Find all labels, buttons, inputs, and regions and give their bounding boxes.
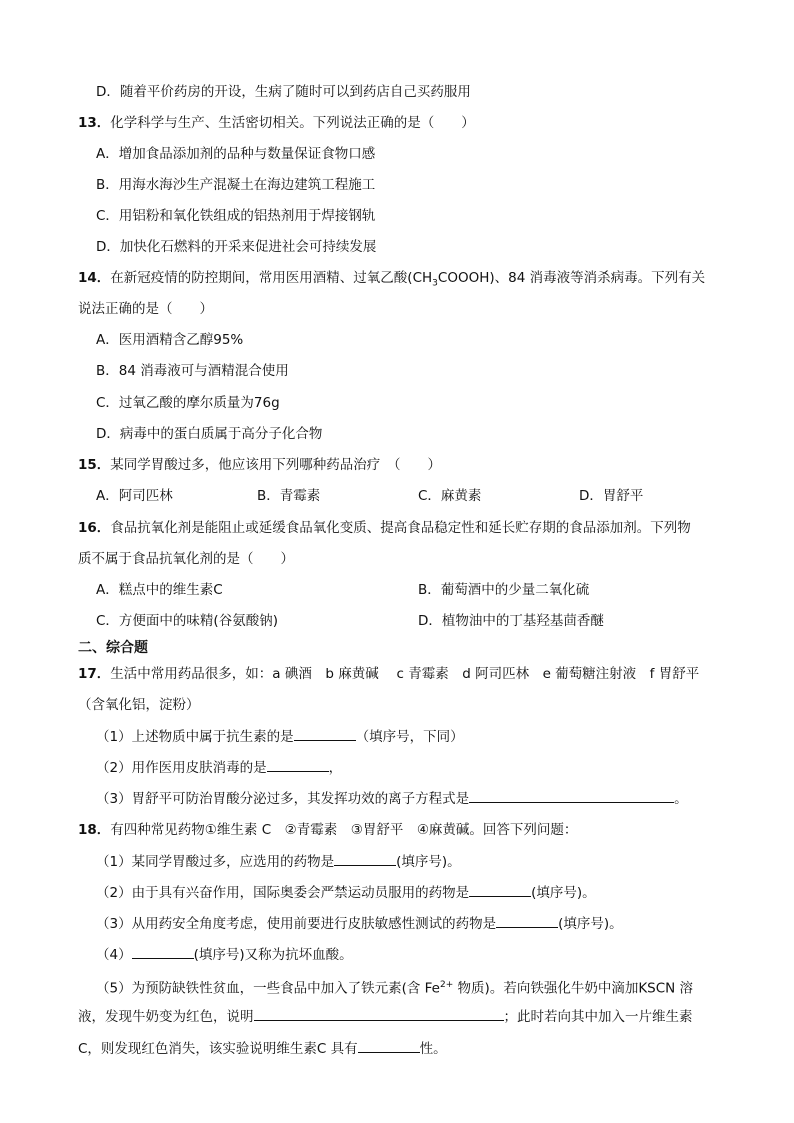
q18-sub3 bbox=[96, 913, 623, 934]
q16-stem-line2: 质不属于食品抗氧化剂的是（ ） bbox=[78, 551, 294, 567]
q16-stem-line1 bbox=[78, 518, 691, 538]
q17-stem-line2: （含氧化铝，淀粉） bbox=[78, 697, 200, 713]
q18-sub5-text2: 液，发现牛奶变为红色，说明 bbox=[78, 1009, 254, 1025]
q18-sub1-blank[interactable] bbox=[334, 851, 396, 866]
q18-sub4 bbox=[96, 944, 353, 965]
q18-sub2-text: （2）由于具有兴奋作用，国际奥委会严禁运动员服用的药物是 bbox=[96, 885, 470, 901]
q17-number: 17． bbox=[78, 666, 111, 682]
q16-option-c: C．方便面中的味精(谷氨酸钠) bbox=[96, 613, 278, 629]
q17-sub3-text: （3）胃舒平可防治胃酸分泌过多，其发挥功效的离子方程式是 bbox=[96, 791, 470, 807]
q17-sub2-blank[interactable] bbox=[267, 757, 329, 772]
q17-sub2-text: （2）用作医用皮肤消毒的是 bbox=[96, 760, 267, 776]
q18-sub2-suffix: (填序号)。 bbox=[531, 885, 596, 901]
q18-number: 18． bbox=[78, 822, 111, 838]
q13-number: 13． bbox=[78, 115, 111, 131]
q14-option-c: C．过氧乙酸的摩尔质量为76g bbox=[96, 395, 280, 411]
q13-stem-text: 化学科学与生产、生活密切相关。下列说法正确的是（ ） bbox=[110, 115, 475, 131]
q14-option-d: D．病毒中的蛋白质属于高分子化合物 bbox=[96, 426, 323, 442]
q18-sub3-text: （3）从用药安全角度考虑，使用前要进行皮肤敏感性测试的药物是 bbox=[96, 916, 497, 932]
q18-sub5-text3b: 性。 bbox=[419, 1041, 447, 1057]
q18-sub3-blank[interactable] bbox=[496, 913, 558, 928]
q18-sub5-line1 bbox=[96, 975, 693, 999]
q17-sub3-suffix: 。 bbox=[674, 791, 688, 807]
q14-stem-part1: 在新冠疫情的防控期间，常用医用酒精、过氧乙酸(CH bbox=[110, 270, 433, 286]
q18-sub4-blank[interactable] bbox=[132, 944, 194, 959]
q15-option-c: C．麻黄素 bbox=[418, 488, 482, 504]
q17-sub2 bbox=[96, 757, 342, 778]
q16-option-a: A．糕点中的维生素C bbox=[96, 582, 223, 598]
q15-number: 15． bbox=[78, 457, 111, 473]
q18-sub2 bbox=[96, 882, 596, 903]
q15-option-b: B．青霉素 bbox=[257, 488, 321, 504]
q18-sub1-text: （1）某同学胃酸过多，应选用的药物是 bbox=[96, 854, 335, 870]
q16-option-d: D．植物油中的丁基羟基茴香醚 bbox=[418, 613, 604, 629]
q15-option-d: D．胃舒平 bbox=[579, 488, 644, 504]
q14-stem-line1 bbox=[78, 268, 705, 294]
q15-stem-text: 某同学胃酸过多，他应该用下列哪种药品治疗 （ ） bbox=[110, 457, 442, 473]
q18-sub4-suffix: (填序号)又称为抗坏血酸。 bbox=[193, 947, 353, 963]
q17-stem-text: 生活中常用药品很多，如：a 碘酒 b 麻黄碱 c 青霉素 d 阿司匹林 e 葡萄糖注射液 f 胃舒平 bbox=[110, 666, 700, 682]
q15-option-a: A．阿司匹林 bbox=[96, 488, 173, 504]
q18-sub5-line2 bbox=[78, 1006, 693, 1027]
q14-number: 14． bbox=[78, 270, 111, 286]
q18-sub5-text3: C，则发现红色消失，该实验说明维生素C 具有 bbox=[78, 1041, 358, 1057]
q18-sub5-text1b: 物质)。若向铁强化牛奶中滴加KSCN 溶 bbox=[453, 980, 694, 997]
q18-sub5-blank2[interactable] bbox=[358, 1038, 420, 1053]
q13-option-a: A．增加食品添加剂的品种与数量保证食物口感 bbox=[96, 146, 376, 162]
q18-sub1 bbox=[96, 851, 461, 872]
q17-sub1-blank[interactable] bbox=[294, 726, 356, 741]
q13-stem bbox=[78, 113, 475, 133]
section-title: 二、综合题 bbox=[78, 640, 148, 656]
q18-sub3-suffix: (填序号)。 bbox=[558, 916, 623, 932]
q15-stem bbox=[78, 455, 441, 475]
q18-sub4-text: （4） bbox=[96, 947, 132, 963]
q14-subscript: 3 bbox=[432, 278, 438, 289]
q17-sub2-suffix: ， bbox=[328, 760, 343, 776]
q18-stem bbox=[78, 820, 577, 840]
q14-stem-part2: COOOH)、84 消毒液等消杀病毒。下列有关 bbox=[437, 270, 706, 286]
q18-sub5-superscript: 2+ bbox=[439, 980, 454, 990]
q17-sub1 bbox=[96, 726, 464, 747]
q18-sub5-blank1[interactable] bbox=[254, 1006, 504, 1021]
q14-option-b: B．84 消毒液可与酒精混合使用 bbox=[96, 363, 289, 379]
q12-option-d: D．随着平价药房的开设，生病了随时可以到药店自己买药服用 bbox=[96, 84, 471, 100]
q13-option-c: C．用铝粉和氧化铁组成的铝热剂用于焊接钢轨 bbox=[96, 208, 376, 224]
q17-stem-line1 bbox=[78, 664, 699, 684]
q17-sub1-suffix: （填序号，下同） bbox=[355, 729, 464, 745]
q18-sub1-suffix: (填序号)。 bbox=[396, 854, 461, 870]
q18-sub5-text1: （5）为预防缺铁性贫血，一些食品中加入了铁元素(含 Fe bbox=[96, 980, 440, 997]
q18-sub2-blank[interactable] bbox=[469, 882, 531, 897]
q17-sub1-text: （1）上述物质中属于抗生素的是 bbox=[96, 729, 294, 745]
q18-stem-text: 有四种常见药物①维生素 C ②青霉素 ③胃舒平 ④麻黄碱。回答下列问题： bbox=[110, 822, 578, 838]
q17-sub3-blank[interactable] bbox=[469, 788, 674, 803]
q16-stem-text: 食品抗氧化剂是能阻止或延缓食品氧化变质、提高食品稳定性和延长贮存期的食品添加剂。下列物 bbox=[110, 520, 691, 536]
q18-sub5-text2b: ；此时若向其中加入一片维生素 bbox=[503, 1009, 693, 1025]
q16-option-b: B．葡萄酒中的少量二氧化硫 bbox=[418, 582, 590, 598]
q14-option-a: A．医用酒精含乙醇95% bbox=[96, 332, 244, 348]
q13-option-b: B．用海水海沙生产混凝土在海边建筑工程施工 bbox=[96, 177, 376, 193]
q17-sub3 bbox=[96, 788, 688, 809]
q16-number: 16． bbox=[78, 520, 111, 536]
q13-option-d: D．加快化石燃料的开采来促进社会可持续发展 bbox=[96, 239, 377, 255]
q14-stem-line2: 说法正确的是（ ） bbox=[78, 301, 213, 317]
q18-sub5-line3 bbox=[78, 1038, 447, 1059]
